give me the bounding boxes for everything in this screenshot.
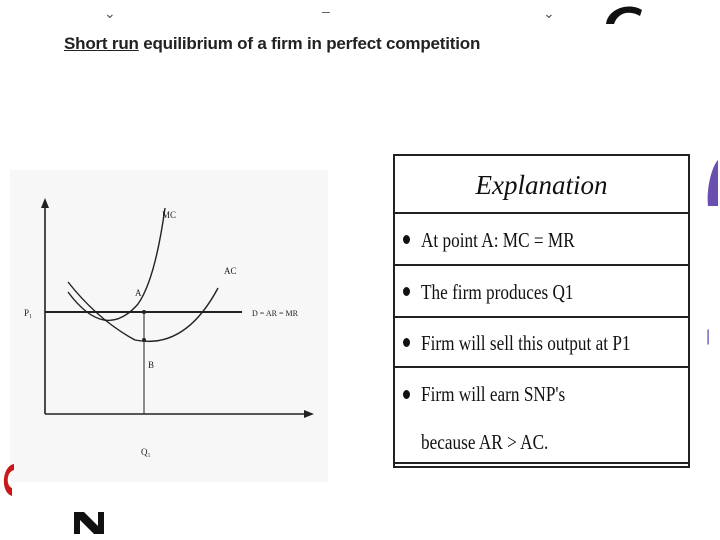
explanation-item-text: The firm produces Q1 [421,280,574,304]
slide-title [64,34,480,54]
decorative-red-fragment [0,462,14,498]
point-a [142,310,146,314]
explanation-item-text: Firm will earn SNP's [421,382,566,406]
point-b-label: B [148,360,155,370]
title-underlined: Short run [64,34,139,53]
explanation-item [395,266,688,318]
bullet-icon [403,235,410,244]
explanation-item-text: Firm will sell this output at P1 [421,331,631,355]
title-rest: equilibrium of a firm in perfect competition [143,34,481,53]
ac-label: AC [224,266,237,276]
decorative-dark-fragment [72,510,108,536]
explanation-item [395,318,688,368]
p1-label: P₁ [24,308,33,318]
bullet-icon [403,338,410,347]
explanation-item [395,214,688,266]
point-a-label: A [135,288,142,298]
top-mark-center: – [322,3,330,19]
top-mark-left: ⌄ [104,5,116,21]
right-edge-purple-mark [704,158,720,208]
bullet-icon [403,287,410,296]
decorative-logo-fragment [600,2,646,28]
demand-label: D = AR = MR [252,309,298,318]
mc-curve [68,208,165,320]
explanation-item-text: At point A: MC = MR [421,228,575,252]
mc-label: MC [162,210,177,220]
y-axis-arrow [41,198,49,208]
explanation-item-text: because AR > AC. [421,430,549,454]
right-edge-bar-mark: | [706,328,711,345]
point-b [142,338,146,342]
cost-revenue-graph [10,170,328,482]
x-axis-arrow [304,410,314,418]
bullet-icon [403,390,410,399]
q1-label: Q₁ [141,447,151,457]
explanation-item [395,368,688,464]
explanation-heading: Explanation [395,156,688,214]
top-mark-right: ⌄ [543,5,555,21]
explanation-table [393,154,690,468]
